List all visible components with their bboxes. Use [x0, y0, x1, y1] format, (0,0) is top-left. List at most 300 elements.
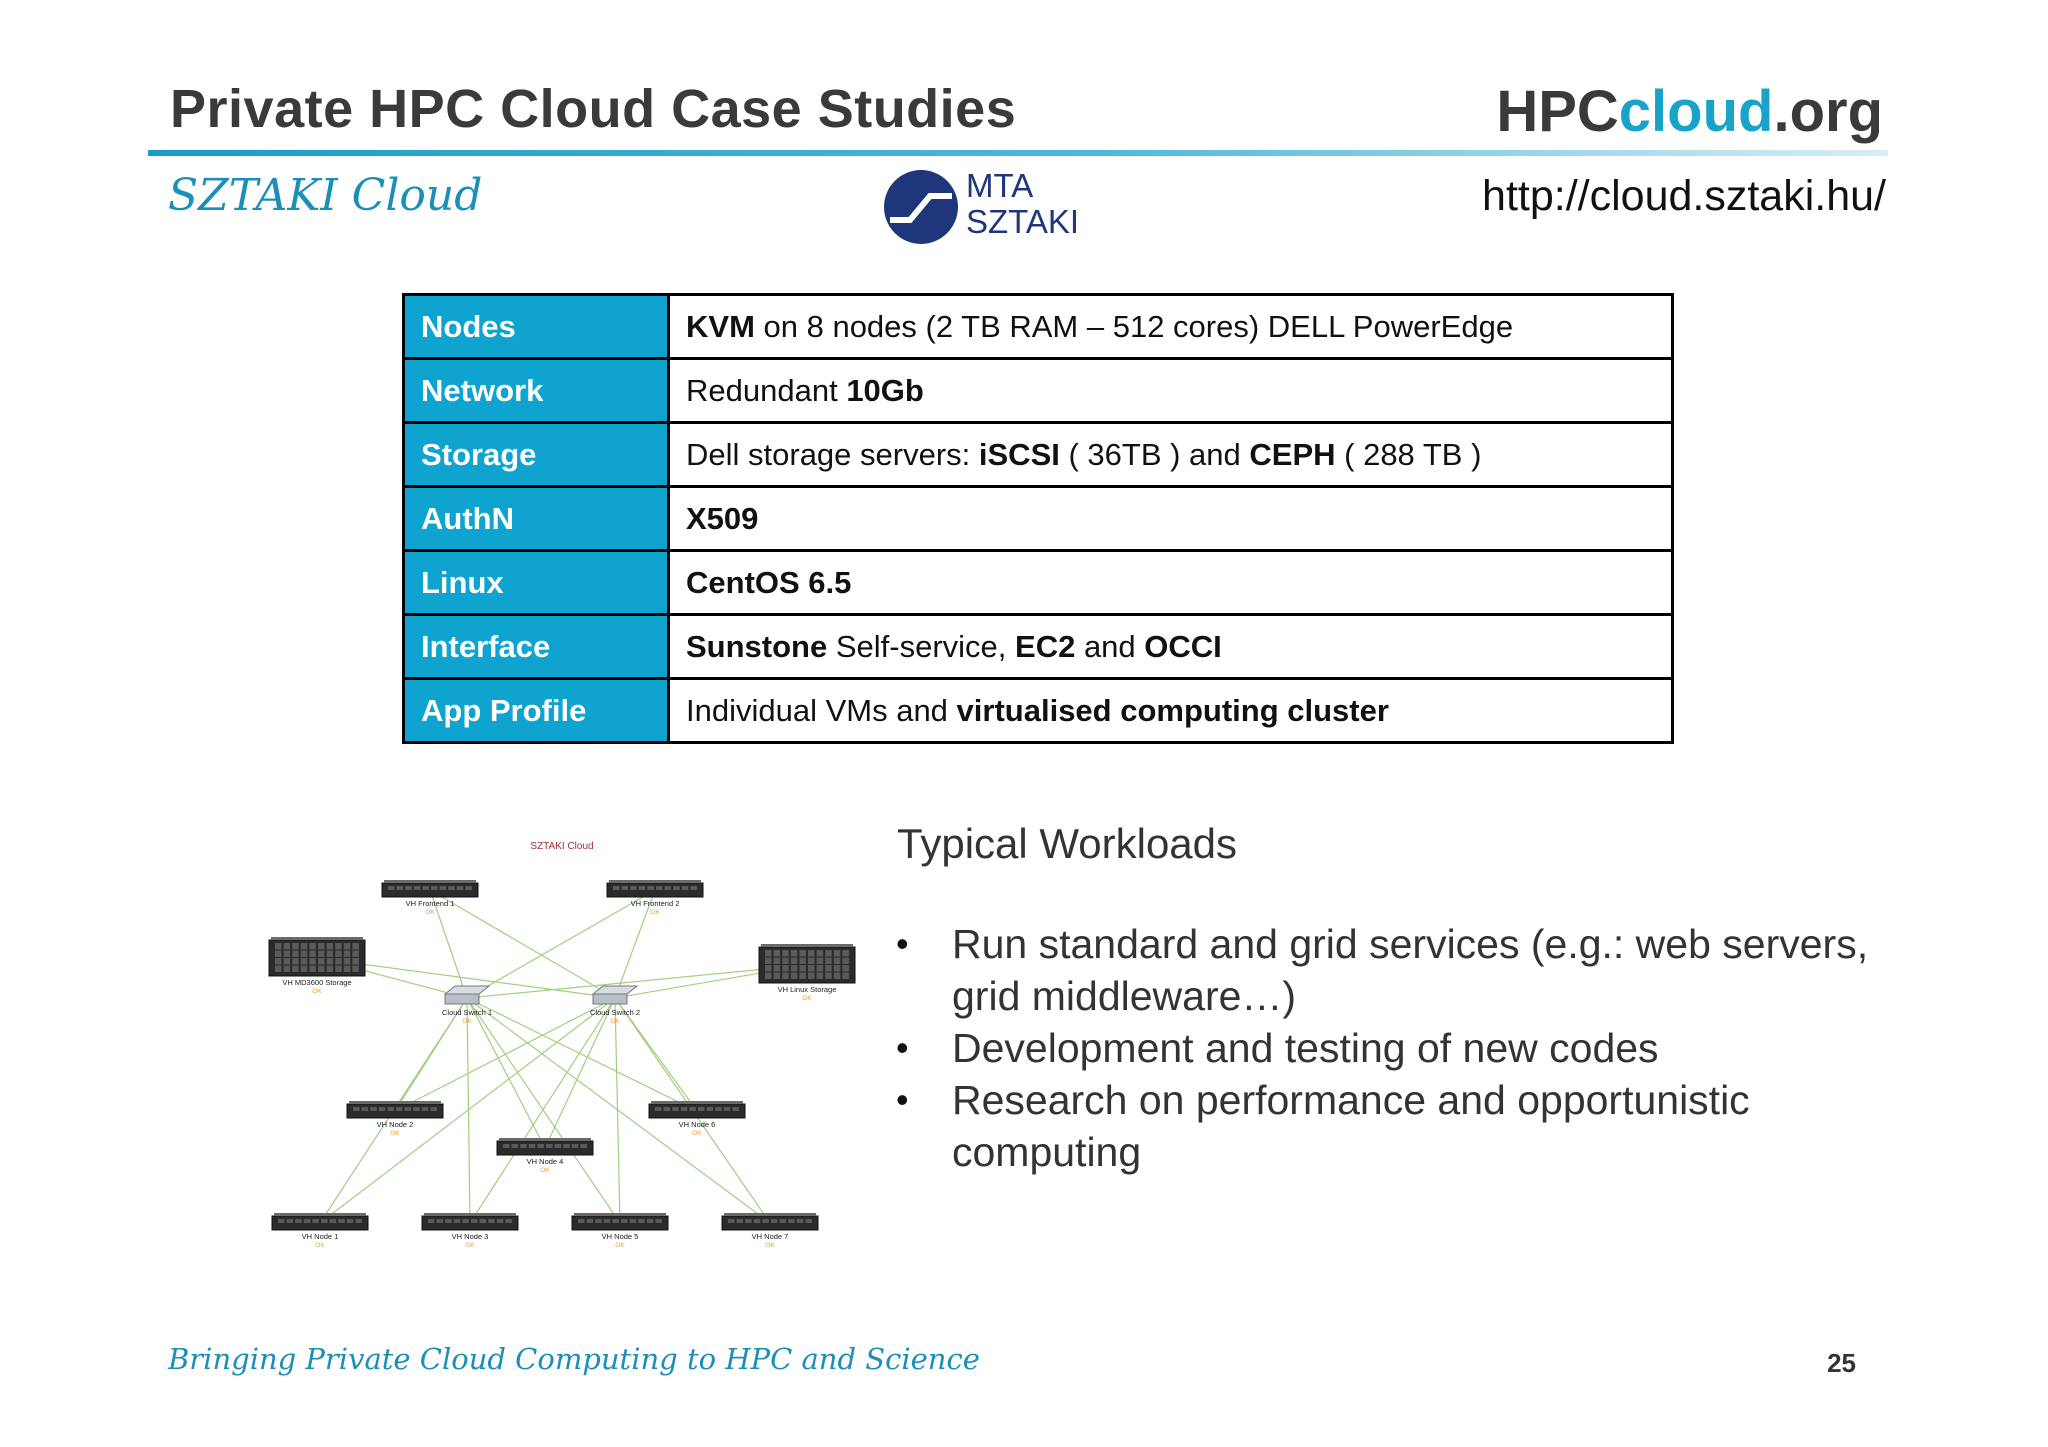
device-top [609, 880, 701, 883]
device-bay [379, 1107, 386, 1111]
device-chassis [572, 1216, 668, 1230]
device-bay [782, 973, 789, 980]
device-bay [622, 886, 629, 890]
device-bay [799, 958, 806, 965]
network-diagram [262, 828, 862, 1258]
device-bay [754, 1219, 761, 1223]
device-bay [587, 1219, 594, 1223]
device-bay [655, 1219, 662, 1223]
device-bay [737, 1219, 744, 1223]
node-status: OK [692, 1130, 702, 1137]
workload-item: • Research on performance and opportunistic computing [890, 1074, 1900, 1178]
device-bay [563, 1144, 570, 1148]
device-bay [782, 958, 789, 965]
device-chassis [607, 883, 703, 897]
device-bay [471, 1219, 478, 1223]
device-bay [842, 950, 849, 957]
spec-row [404, 615, 1673, 679]
device-bay [512, 1144, 518, 1148]
spec-key: Nodes [404, 295, 669, 359]
switch-body [445, 994, 479, 1004]
node-label: VH Node 2 [376, 1120, 414, 1129]
device-bay [327, 958, 334, 965]
device-bay [318, 951, 325, 958]
mta-sztaki-logo [884, 168, 1094, 250]
device-bay [808, 973, 815, 980]
spec-value [669, 423, 1673, 487]
device-bay [817, 973, 824, 980]
device-bay [275, 958, 282, 965]
server-icon [572, 1213, 668, 1230]
device-bay [791, 973, 798, 980]
spec-value-bold: 10Gb [846, 372, 924, 408]
spec-value-bold: CEPH [1249, 436, 1336, 472]
brand-highlight: cloud [1618, 79, 1774, 144]
device-bay [344, 943, 351, 950]
spec-value-bold: virtualised computing cluster [956, 692, 1389, 728]
device-bay [292, 958, 299, 965]
device-chassis [382, 883, 478, 897]
device-bay [275, 951, 282, 958]
node-label: VH Linux Storage [777, 985, 837, 994]
device-bay [309, 966, 316, 973]
spec-value-text: Redundant [686, 372, 847, 408]
spec-value-bold: CentOS 6.5 [686, 564, 852, 600]
device-bay [639, 886, 646, 890]
device-top [499, 1138, 591, 1141]
server-icon [722, 1213, 818, 1230]
device-bay [797, 1219, 804, 1223]
device-bay [335, 951, 342, 958]
device-bay [309, 951, 316, 958]
device-bay [318, 958, 325, 965]
spec-row [404, 679, 1673, 743]
device-bay [275, 966, 282, 973]
device-bay [309, 943, 316, 950]
node-status: OK [615, 1242, 625, 1249]
device-bay [352, 951, 359, 958]
switch-top [445, 986, 489, 994]
spec-value [669, 679, 1673, 743]
device-bay [295, 1219, 302, 1223]
brand-suffix: .org [1773, 79, 1883, 144]
workload-item: • Run standard and grid services (e.g.: web servers, grid middleware…) [890, 918, 1900, 1022]
device-bay [335, 943, 342, 950]
node-status: OK [540, 1167, 550, 1174]
spec-value-text: Dell storage servers: [686, 436, 979, 472]
device-bay [353, 1107, 360, 1111]
device-top [574, 1213, 666, 1216]
device-top [724, 1213, 816, 1216]
spec-value-text: ( 36TB ) and [1059, 436, 1250, 472]
device-bay [321, 1219, 328, 1223]
spec-row [404, 551, 1673, 615]
spec-value-text: Self-service, [827, 628, 1016, 664]
spec-value-bold: KVM [686, 308, 755, 344]
node-label: VH Node 5 [601, 1232, 639, 1241]
device-bay [647, 886, 654, 890]
device-top [384, 880, 476, 883]
device-bay [397, 886, 404, 890]
device-bay [799, 965, 806, 972]
device-bay [352, 958, 359, 965]
device-bay [664, 1107, 671, 1111]
diagram-link [430, 890, 615, 998]
device-bay [825, 973, 832, 980]
device-bay [698, 1107, 705, 1111]
node-status: OK [312, 988, 322, 995]
device-bay [480, 1219, 487, 1223]
device-bay [842, 973, 849, 980]
node-status: OK [425, 909, 435, 916]
device-bay [344, 958, 351, 965]
diagram-link [545, 998, 615, 1148]
device-bay [834, 958, 841, 965]
node-status: OK [462, 1018, 472, 1025]
header-rule [148, 150, 1888, 156]
node-label: VH Node 7 [751, 1232, 789, 1241]
node-status: OK [802, 995, 812, 1002]
device-bay [782, 965, 789, 972]
device-bay [448, 886, 455, 890]
device-bay [682, 886, 689, 890]
spec-key: Network [404, 359, 669, 423]
diagram-link [467, 965, 807, 998]
device-bay [344, 966, 351, 973]
device-bay [422, 886, 429, 890]
device-bay [301, 966, 308, 973]
device-bay [287, 1219, 294, 1223]
device-bay [370, 1107, 377, 1111]
device-bay [808, 958, 815, 965]
server-icon [607, 880, 703, 897]
device-bay [301, 943, 308, 950]
node-label: VH Node 4 [526, 1157, 564, 1166]
device-bay [505, 1219, 512, 1223]
device-bay [330, 1219, 337, 1223]
device-bay [791, 958, 798, 965]
logo-line1: MTA [966, 167, 1034, 204]
device-bay [497, 1219, 504, 1223]
device-bay [765, 950, 772, 957]
device-bay [284, 958, 291, 965]
node-label: Cloud Switch 1 [441, 1008, 493, 1017]
device-bay [842, 965, 849, 972]
device-bay [457, 886, 464, 890]
device-bay [304, 1219, 311, 1223]
device-bay [578, 1219, 585, 1223]
device-chassis [347, 1104, 443, 1118]
spec-value [669, 295, 1673, 359]
node-label: Cloud Switch 2 [589, 1008, 641, 1017]
slide-subtitle: SZTAKI Cloud [168, 170, 483, 221]
device-bay [630, 886, 637, 890]
device-chassis [497, 1141, 593, 1155]
device-bay [765, 965, 772, 972]
device-bay [842, 958, 849, 965]
device-bay [312, 1219, 319, 1223]
spec-key: AuthN [404, 487, 669, 551]
device-bay [834, 965, 841, 972]
device-bay [292, 966, 299, 973]
device-bay [462, 1219, 469, 1223]
device-bay [690, 886, 697, 890]
spec-row [404, 295, 1673, 359]
device-bay [771, 1219, 778, 1223]
device-bay [318, 966, 325, 973]
spec-value-bold: Sunstone [686, 628, 828, 664]
device-bay [665, 886, 672, 890]
device-bay [595, 1219, 602, 1223]
device-bay [825, 958, 832, 965]
device-bay [799, 973, 806, 980]
device-bay [327, 951, 334, 958]
spec-value-text: and [1075, 628, 1145, 664]
node-label: VH MD3600 Storage [282, 978, 352, 987]
spec-value [669, 551, 1673, 615]
node-status: OK [765, 1242, 775, 1249]
brand-prefix: HPC [1496, 79, 1619, 144]
device-bay [413, 1107, 420, 1111]
device-bay [352, 966, 359, 973]
device-bay [707, 1107, 714, 1111]
device-bay [292, 951, 299, 958]
device-bay [647, 1219, 654, 1223]
device-bay [782, 950, 789, 957]
device-bay [681, 1107, 688, 1111]
device-bay [817, 958, 824, 965]
logo-mark-icon [884, 170, 958, 244]
device-bay [555, 1144, 562, 1148]
spec-key: App Profile [404, 679, 669, 743]
device-bay [537, 1144, 544, 1148]
spec-value-bold: EC2 [1015, 628, 1076, 664]
device-bay [791, 950, 798, 957]
device-bay [437, 1219, 444, 1223]
device-bay [338, 1219, 345, 1223]
device-chassis [422, 1216, 518, 1230]
device-bay [604, 1219, 611, 1223]
device-chassis [759, 947, 855, 983]
device-bay [834, 973, 841, 980]
device-bay [765, 958, 772, 965]
device-bay [808, 950, 815, 957]
device-bay [774, 950, 781, 957]
device-chassis [269, 940, 365, 976]
node-label: VH Node 6 [678, 1120, 716, 1129]
device-bay [440, 886, 447, 890]
device-bay [762, 1219, 769, 1223]
device-bay [805, 1219, 812, 1223]
node-status: OK [390, 1130, 400, 1137]
device-bay [396, 1107, 403, 1111]
device-bay [529, 1144, 536, 1148]
node-status: OK [610, 1018, 620, 1025]
spec-value [669, 359, 1673, 423]
device-bay [656, 886, 663, 890]
brand-logo [1496, 78, 1883, 145]
device-bay [352, 943, 359, 950]
device-chassis [722, 1216, 818, 1230]
diagram-title: SZTAKI Cloud [530, 841, 594, 852]
device-bay [327, 966, 334, 973]
device-bay [774, 973, 781, 980]
spec-value-text: ( 288 TB ) [1335, 436, 1482, 472]
device-bay [520, 1144, 527, 1148]
device-bay [655, 1107, 662, 1111]
switch-top [593, 986, 637, 994]
device-bay [825, 965, 832, 972]
device-bay [335, 958, 342, 965]
spec-value-bold: iSCSI [978, 436, 1060, 472]
device-bay [817, 965, 824, 972]
spec-row [404, 359, 1673, 423]
node-status: OK [465, 1242, 475, 1249]
device-bay [546, 1144, 553, 1148]
spec-value-bold: X509 [686, 500, 759, 536]
device-bay [388, 886, 395, 890]
device-bay [428, 1219, 435, 1223]
device-bay [638, 1219, 645, 1223]
device-bay [387, 1107, 394, 1111]
device-bay [808, 965, 815, 972]
storage-icon [269, 937, 365, 976]
page-number: 25 [1827, 1348, 1856, 1378]
device-chassis [272, 1216, 368, 1230]
device-bay [765, 973, 772, 980]
device-bay [292, 943, 299, 950]
switch-icon [445, 986, 489, 1004]
node-label: VH Frontend 2 [630, 899, 680, 908]
device-bay [284, 951, 291, 958]
device-bay [488, 1219, 495, 1223]
spec-value-bold: OCCI [1144, 628, 1222, 664]
spec-row [404, 423, 1673, 487]
device-bay [318, 943, 325, 950]
device-bay [621, 1219, 628, 1223]
device-bay [344, 951, 351, 958]
device-top [651, 1101, 743, 1104]
device-bay [612, 1219, 619, 1223]
node-status: OK [315, 1242, 325, 1249]
device-bay [454, 1219, 461, 1223]
device-bay [774, 958, 781, 965]
device-bay [284, 943, 291, 950]
spec-key: Linux [404, 551, 669, 615]
device-bay [301, 951, 308, 958]
device-chassis [649, 1104, 745, 1118]
device-bay [774, 965, 781, 972]
spec-key: Interface [404, 615, 669, 679]
device-bay [834, 950, 841, 957]
server-icon [382, 880, 478, 897]
spec-value-text: on 8 nodes (2 TB RAM – 512 cores) DELL PowerEdge [754, 308, 1514, 344]
device-bay [327, 943, 334, 950]
device-bay [728, 1219, 735, 1223]
device-bay [715, 1107, 722, 1111]
device-bay [613, 886, 620, 890]
spec-value [669, 615, 1673, 679]
node-label: VH Frontend 1 [405, 899, 455, 908]
device-bay [689, 1107, 696, 1111]
workload-item: • Development and testing of new codes [890, 1022, 1900, 1074]
server-icon [422, 1213, 518, 1230]
device-bay [335, 966, 342, 973]
device-bay [405, 1107, 412, 1111]
device-bay [414, 886, 421, 890]
device-bay [422, 1107, 429, 1111]
switch-body [593, 994, 627, 1004]
device-bay [278, 1219, 285, 1223]
device-bay [817, 950, 824, 957]
device-bay [301, 958, 308, 965]
device-bay [465, 886, 472, 890]
device-bay [799, 950, 806, 957]
workloads-title: Typical Workloads [897, 820, 1238, 867]
node-label: VH Node 3 [451, 1232, 489, 1241]
device-bay [275, 943, 282, 950]
device-bay [405, 886, 412, 890]
device-bay [309, 958, 316, 965]
slide-title: Private HPC Cloud Case Studies [170, 79, 1017, 139]
device-bay [672, 1107, 679, 1111]
diagram-link [467, 998, 620, 1223]
spec-key: Storage [404, 423, 669, 487]
device-bay [431, 886, 438, 890]
storage-icon [759, 944, 855, 983]
spec-value-text: Individual VMs and [686, 692, 957, 728]
server-icon [272, 1213, 368, 1230]
device-bay [732, 1107, 739, 1111]
device-bay [580, 1144, 587, 1148]
device-bay [724, 1107, 731, 1111]
node-status: OK [650, 909, 660, 916]
device-top [761, 944, 853, 947]
device-bay [355, 1219, 362, 1223]
device-top [424, 1213, 516, 1216]
device-top [271, 937, 363, 940]
device-bay [430, 1107, 437, 1111]
device-bay [445, 1219, 452, 1223]
device-bay [780, 1219, 787, 1223]
site-url[interactable]: http://cloud.sztaki.hu/ [1482, 172, 1886, 220]
server-icon [497, 1138, 593, 1155]
device-bay [503, 1144, 510, 1148]
device-top [274, 1213, 366, 1216]
server-icon [649, 1101, 745, 1118]
footer-tagline: Bringing Private Cloud Computing to HPC and Science [168, 1342, 980, 1376]
workloads-list [890, 918, 1900, 1178]
device-bay [825, 950, 832, 957]
logo-line2: SZTAKI [966, 203, 1080, 240]
device-bay [572, 1144, 579, 1148]
device-bay [347, 1219, 354, 1223]
device-bay [788, 1219, 795, 1223]
spec-value [669, 487, 1673, 551]
device-bay [630, 1219, 637, 1223]
device-bay [791, 965, 798, 972]
spec-table [402, 293, 1674, 744]
node-label: VH Node 1 [301, 1232, 339, 1241]
device-bay [745, 1219, 752, 1223]
diagram-link [470, 998, 615, 1223]
spec-row [404, 487, 1673, 551]
device-bay [284, 966, 291, 973]
device-bay [673, 886, 680, 890]
device-bay [362, 1107, 369, 1111]
device-top [349, 1101, 441, 1104]
server-icon [347, 1101, 443, 1118]
